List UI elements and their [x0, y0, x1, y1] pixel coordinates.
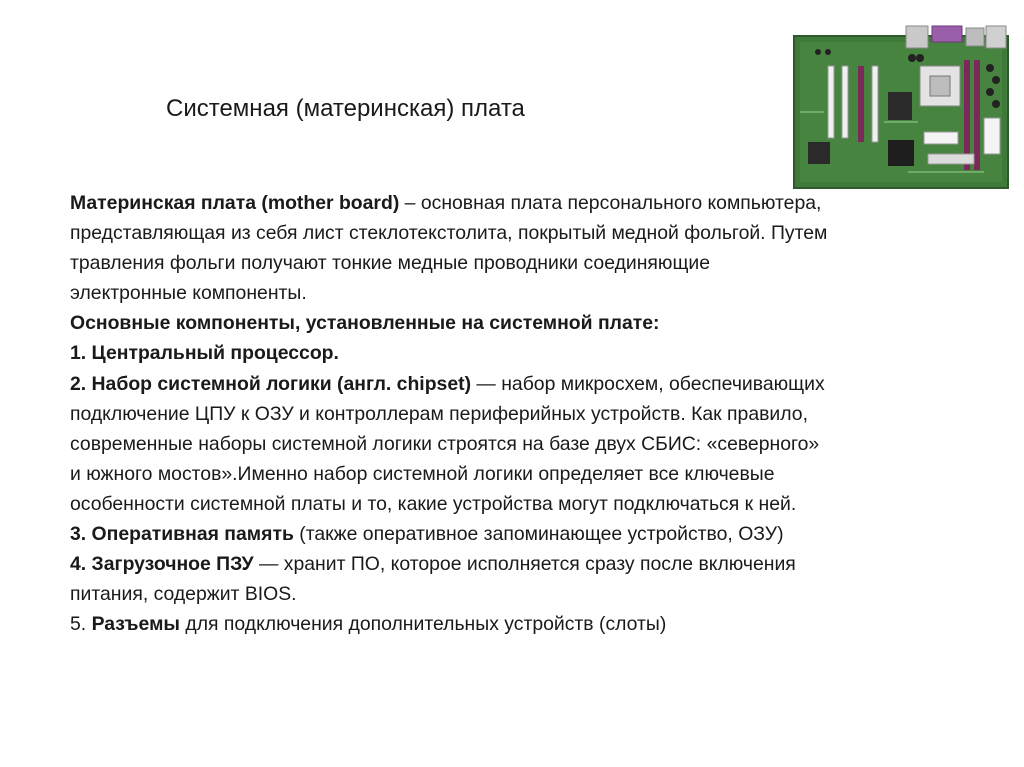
- line-text: современные наборы системной логики строятся на базе двух СБИС: «северного»: [70, 432, 820, 455]
- paragraph-line: [70, 278, 990, 308]
- bold-term: Основные компоненты, установленные на системной плате:: [70, 312, 660, 335]
- line-text: — набор микросхем, обеспечивающих: [471, 372, 825, 395]
- list-number: 5.: [70, 613, 92, 636]
- paragraph-line: [70, 188, 990, 218]
- line-text: травления фольги получают тонкие медные проводники соединяющие: [70, 252, 711, 275]
- slide-body: [70, 188, 990, 639]
- slide-title: Системная (материнская) плата: [166, 95, 525, 122]
- line-text: и южного мостов».Именно набор системной логики определяет все ключевые: [70, 462, 775, 485]
- line-text: — хранит ПО, которое исполняется сразу после включения: [253, 553, 796, 576]
- line-text: представляющая из себя лист стеклотекстолита, покрытый медной фольгой. Путем: [70, 222, 828, 245]
- line-text: для подключения дополнительных устройств (слоты): [180, 613, 667, 636]
- bold-term: 3. Оперативная память: [70, 523, 294, 546]
- list-item-5: [70, 609, 990, 639]
- motherboard-photo-icon: [788, 22, 1014, 192]
- bold-term: Материнская плата (mother board): [70, 192, 400, 214]
- section-heading: [70, 308, 990, 338]
- bold-term: Разъемы: [91, 613, 180, 636]
- line-text: электронные компоненты.: [70, 282, 307, 305]
- paragraph-line: [70, 459, 990, 489]
- paragraph-line: [70, 399, 990, 429]
- paragraph-line: [70, 579, 990, 609]
- paragraph-line: [70, 489, 990, 519]
- line-text: (также оперативное запоминающее устройство, ОЗУ): [293, 523, 784, 546]
- line-text: – основная плата персонального компьютера,: [399, 192, 822, 214]
- line-text: особенности системной платы и то, какие устройства могут подключаться к ней.: [70, 492, 797, 515]
- line-text: питания, содержит BIOS.: [70, 583, 297, 606]
- paragraph-line: [70, 429, 990, 459]
- list-item-2: [70, 369, 990, 399]
- line-text: подключение ЦПУ к ОЗУ и контроллерам периферийных устройств. Как правило,: [70, 402, 808, 425]
- list-item-1: [70, 338, 990, 368]
- bold-term: 4. Загрузочное ПЗУ: [70, 553, 254, 576]
- paragraph-line: [70, 218, 990, 248]
- bold-term: 2. Набор системной логики (англ. chipset): [70, 372, 472, 395]
- list-item-3: [70, 519, 990, 549]
- paragraph-line: [70, 248, 990, 278]
- list-item-4: [70, 549, 990, 579]
- bold-term: 1. Центральный процессор.: [70, 342, 339, 365]
